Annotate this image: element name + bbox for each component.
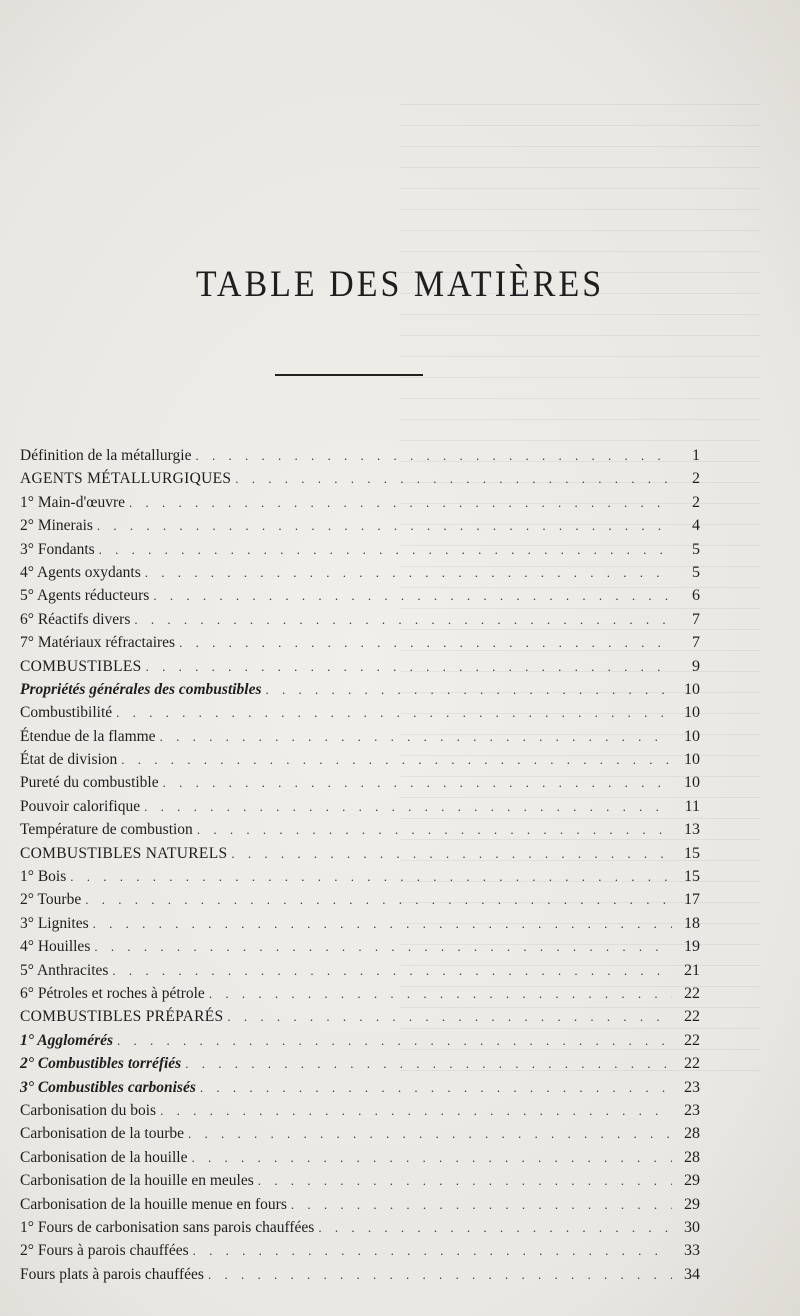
dot-leader xyxy=(97,514,672,537)
toc-entry-label: 1° Agglomérés xyxy=(20,1031,114,1049)
toc-entry-page: 2 xyxy=(692,493,700,511)
toc-entry-page: 15 xyxy=(684,868,700,886)
toc-entry-label: Définition de la métallurgie xyxy=(20,447,192,464)
toc-entry-page: 13 xyxy=(684,821,700,839)
toc-entry xyxy=(20,631,700,654)
dot-leader xyxy=(116,701,672,724)
toc-entry-page: 34 xyxy=(684,1265,700,1283)
dot-leader xyxy=(112,959,672,982)
toc-entry xyxy=(20,1076,700,1099)
toc-entry xyxy=(20,1263,700,1286)
page-title: TABLE DES MATIÈRES xyxy=(195,264,605,305)
toc-entry-label: Pouvoir calorifique xyxy=(20,797,141,815)
dot-leader xyxy=(85,888,672,911)
toc-entry-label: Carbonisation du bois xyxy=(20,1101,157,1119)
toc-entry-label: Propriétés générales des combustibles xyxy=(20,680,262,698)
toc-entry-label: Carbonisation de la houille en meules xyxy=(20,1172,254,1190)
toc-entry-label: 1° Main-d'œuvre xyxy=(20,493,125,511)
dot-leader xyxy=(134,608,672,631)
dot-leader xyxy=(153,584,672,607)
toc-entry-label: 2° Fours à parois chauffées xyxy=(20,1242,189,1260)
toc-entry xyxy=(20,748,700,771)
toc-entry xyxy=(20,1216,700,1239)
toc-entry-label: Température de combustion xyxy=(20,821,193,839)
toc-entry xyxy=(20,1005,700,1028)
toc-entry xyxy=(20,584,700,607)
toc-entry-label: 2° Combustibles torréfiés xyxy=(20,1055,182,1073)
toc-entry-label: AGENTS MÉTALLURGIQUES xyxy=(20,470,232,488)
toc-entry-page: 22 xyxy=(684,1055,700,1073)
dot-leader xyxy=(208,1263,672,1286)
toc-entry-page: 22 xyxy=(684,984,700,1002)
toc-entry-page: 10 xyxy=(684,727,700,745)
dot-leader xyxy=(191,1146,672,1169)
toc-entry xyxy=(20,655,700,678)
dot-leader xyxy=(258,1169,672,1192)
dot-leader xyxy=(179,631,672,654)
toc-entry xyxy=(20,795,700,818)
toc-entry-page: 19 xyxy=(684,938,700,956)
dot-leader xyxy=(145,561,672,584)
toc-entry-page: 21 xyxy=(684,961,700,979)
toc-entry xyxy=(20,1239,700,1262)
toc-entry-page: 10 xyxy=(684,751,700,769)
toc-entry-label: 4° Houilles xyxy=(20,938,91,956)
dot-leader xyxy=(227,1005,672,1028)
toc-entry-page: 1 xyxy=(692,447,700,464)
toc-entry xyxy=(20,865,700,888)
toc-entry xyxy=(20,959,700,982)
toc-entry xyxy=(20,444,700,467)
toc-entry-label: 5° Agents réducteurs xyxy=(20,587,150,605)
toc-entry-page: 7 xyxy=(692,610,700,628)
toc-entry-label: COMBUSTIBLES xyxy=(20,657,142,675)
toc-entry-page: 5 xyxy=(692,563,700,581)
dot-leader xyxy=(160,1099,672,1122)
toc-entry-page: 11 xyxy=(684,797,700,815)
toc-entry-page: 22 xyxy=(684,1031,700,1049)
dot-leader xyxy=(129,491,672,514)
toc-entry-label: 2° Minerais xyxy=(20,517,93,535)
toc-entry xyxy=(20,982,700,1005)
toc-entry-page: 29 xyxy=(684,1172,700,1190)
dot-leader xyxy=(160,725,672,748)
dot-leader xyxy=(266,678,672,701)
toc-entry-page: 30 xyxy=(684,1218,700,1236)
toc-entry xyxy=(20,1052,700,1075)
toc-entry-page: 9 xyxy=(692,657,700,675)
toc-entry xyxy=(20,467,700,490)
dot-leader xyxy=(70,865,672,888)
toc-entry-page: 23 xyxy=(684,1101,700,1119)
dot-leader xyxy=(188,1122,672,1145)
toc-entry-label: 1° Bois xyxy=(20,868,67,886)
toc-entry-page: 22 xyxy=(684,1008,700,1026)
toc-entry-page: 2 xyxy=(692,470,700,488)
toc-entry-label: Carbonisation de la houille menue en fours xyxy=(20,1195,287,1213)
toc-entry-label: COMBUSTIBLES PRÉPARÉS xyxy=(20,1008,224,1026)
toc-entry xyxy=(20,1193,700,1216)
toc-entry-label: 6° Réactifs divers xyxy=(20,610,131,628)
toc-entry-label: État de division xyxy=(20,751,118,769)
toc-entry xyxy=(20,1122,700,1145)
toc-entry-page: 15 xyxy=(684,844,700,862)
toc-entry xyxy=(20,561,700,584)
dot-leader xyxy=(163,771,672,794)
toc-entry-page: 4 xyxy=(692,517,700,535)
dot-leader xyxy=(121,748,672,771)
toc-entry xyxy=(20,1029,700,1052)
toc-entry-page: 33 xyxy=(684,1242,700,1260)
toc-entry xyxy=(20,608,700,631)
toc-entry-label: 3° Lignites xyxy=(20,914,89,932)
toc-entry-page: 10 xyxy=(684,774,700,792)
dot-leader xyxy=(291,1193,672,1216)
toc-entry-label: Carbonisation de la houille xyxy=(20,1148,188,1166)
toc-entry xyxy=(20,1146,700,1169)
toc-entry-label: Étendue de la flamme xyxy=(20,727,156,745)
dot-leader xyxy=(185,1052,672,1075)
toc-entry xyxy=(20,701,700,724)
toc-entry-label: Pureté du combustible xyxy=(20,774,159,792)
dot-leader xyxy=(99,538,672,561)
toc-entry-page: 6 xyxy=(692,587,700,605)
toc-entry-page: 5 xyxy=(692,540,700,558)
toc-entry-label: 2° Tourbe xyxy=(20,891,82,909)
toc-entry xyxy=(20,538,700,561)
dot-leader xyxy=(93,912,672,935)
toc-entry xyxy=(20,888,700,911)
toc-entry xyxy=(20,514,700,537)
dot-leader xyxy=(117,1029,672,1052)
toc-entry-label: 1° Fours de carbonisation sans parois chauffées xyxy=(20,1218,315,1236)
toc-entry xyxy=(20,912,700,935)
toc-entry xyxy=(20,725,700,748)
toc-entry xyxy=(20,935,700,958)
dot-leader xyxy=(231,842,672,865)
toc-entry-page: 7 xyxy=(692,634,700,652)
toc-entry-label: Fours plats à parois chauffées xyxy=(20,1265,204,1283)
toc-entry-page: 28 xyxy=(684,1148,700,1166)
toc-entry-page: 28 xyxy=(684,1125,700,1143)
toc-entry-label: Combustibilité xyxy=(20,704,113,722)
toc-entry-label: 3° Combustibles carbonisés xyxy=(20,1078,196,1096)
toc-entry-label: Carbonisation de la tourbe xyxy=(20,1125,184,1143)
toc-entry-label: 7° Matériaux réfractaires xyxy=(20,634,176,652)
dot-leader xyxy=(197,818,672,841)
toc-entry xyxy=(20,678,700,701)
dot-leader xyxy=(144,795,672,818)
toc-entry-page: 17 xyxy=(684,891,700,909)
toc-entry-label: 6° Pétroles et roches à pétrole xyxy=(20,984,205,1002)
toc-entry xyxy=(20,842,700,865)
table-of-contents xyxy=(20,444,700,1286)
toc-entry-label: 3° Fondants xyxy=(20,540,95,558)
dot-leader xyxy=(200,1076,672,1099)
dot-leader xyxy=(209,982,672,1005)
dot-leader xyxy=(195,444,672,467)
toc-entry-page: 18 xyxy=(684,914,700,932)
toc-entry-label: 4° Agents oxydants xyxy=(20,563,141,581)
dot-leader xyxy=(193,1239,672,1262)
dot-leader xyxy=(146,655,672,678)
toc-entry xyxy=(20,1169,700,1192)
dot-leader xyxy=(235,467,672,490)
toc-entry-page: 10 xyxy=(684,680,700,698)
title-rule xyxy=(275,374,423,376)
dot-leader xyxy=(94,935,672,958)
toc-entry-page: 23 xyxy=(684,1078,700,1096)
toc-entry-label: 5° Anthracites xyxy=(20,961,109,979)
toc-entry xyxy=(20,491,700,514)
toc-entry xyxy=(20,771,700,794)
toc-entry xyxy=(20,818,700,841)
dot-leader xyxy=(318,1216,672,1239)
toc-entry-page: 29 xyxy=(684,1195,700,1213)
toc-entry xyxy=(20,1099,700,1122)
toc-entry-label: COMBUSTIBLES NATURELS xyxy=(20,844,228,862)
toc-entry-page: 10 xyxy=(684,704,700,722)
